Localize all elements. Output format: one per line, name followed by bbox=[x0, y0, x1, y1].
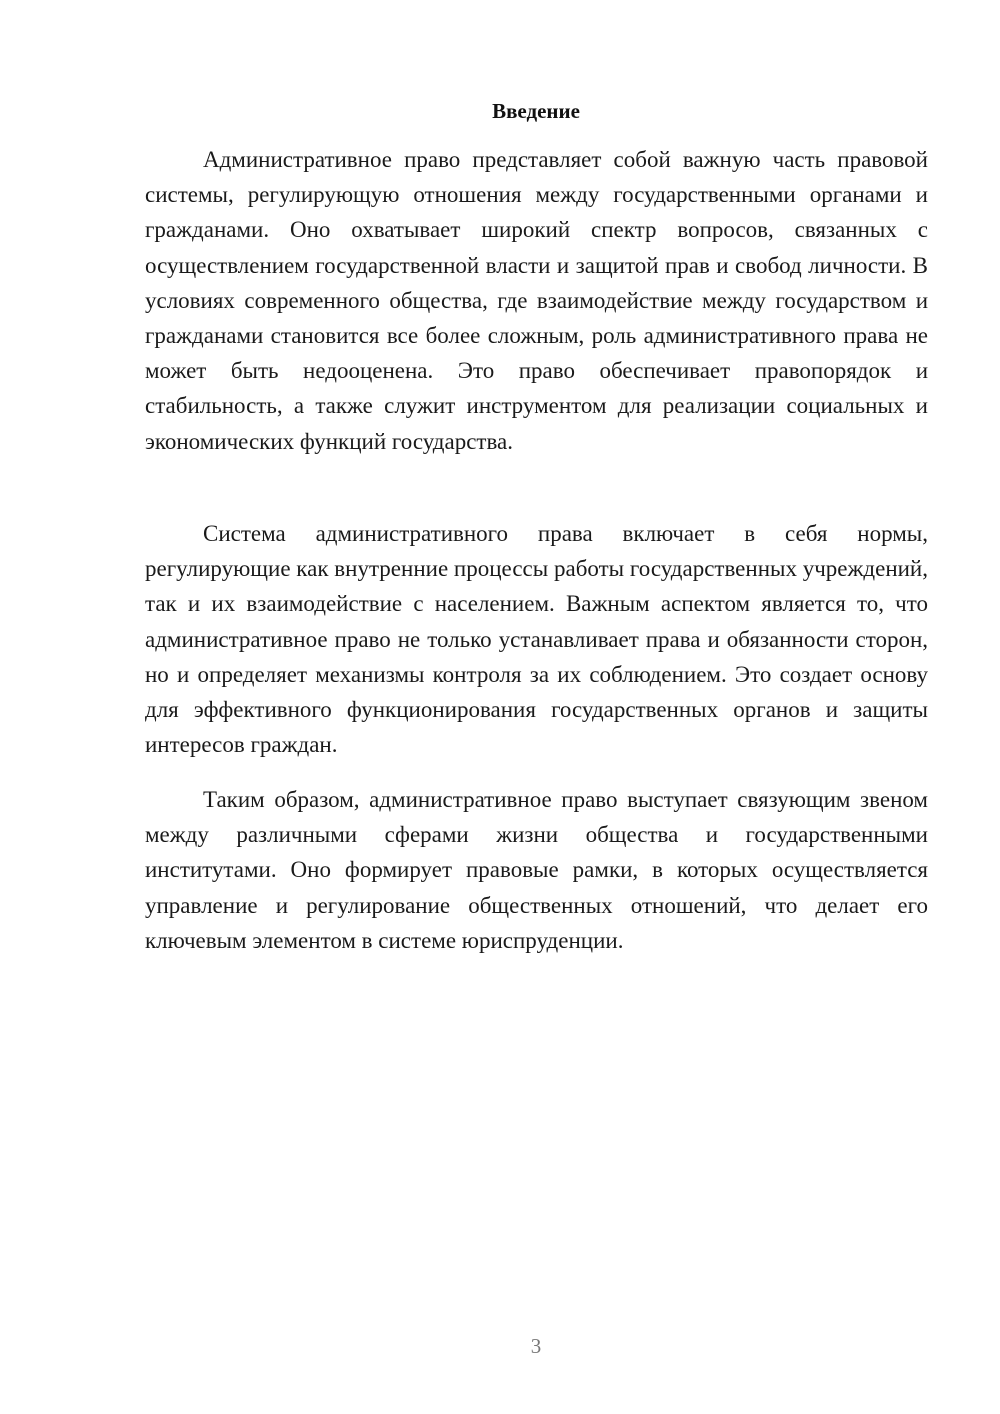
section-heading: Введение bbox=[492, 99, 580, 123]
paragraph-3: Таким образом, административное право выступает связующим звеном между различными сферами жизни общества и государственными институтами. Оно формирует правовые рамки, в которых осуществляется управление и регулирование общественных отношений, что делает его ключевым элементом в системе юриспруденции. bbox=[145, 787, 928, 953]
page-number: 3 bbox=[530, 1334, 542, 1358]
paragraph-1: Административное право представляет собой важную часть правовой системы, регулирующую отношения между государственными органами и гражданами. Оно охватывает широкий спектр вопросов, связанных с осуществлением государственной власти и защитой прав и свобод личности. В условиях современного общества, где взаимодействие между государством и гражданами становится все более сложным, роль административного права не может быть недооценена. Это право обеспечивает правопорядок и стабильность, а также служит инструментом для реализации социальных и экономических функций государства. bbox=[145, 147, 928, 454]
paragraph-2: Система административного права включает в себя нормы, регулирующие как внутренние процессы работы государственных учреждений, так и их взаимодействие с населением. Важным аспектом является то, что административное право не только устанавливает права и обязанности сторон, но и определяет механизмы контроля за их соблюдением. Это создает основу для эффективного функционирования государственных органов и защиты интересов граждан. bbox=[145, 521, 928, 758]
